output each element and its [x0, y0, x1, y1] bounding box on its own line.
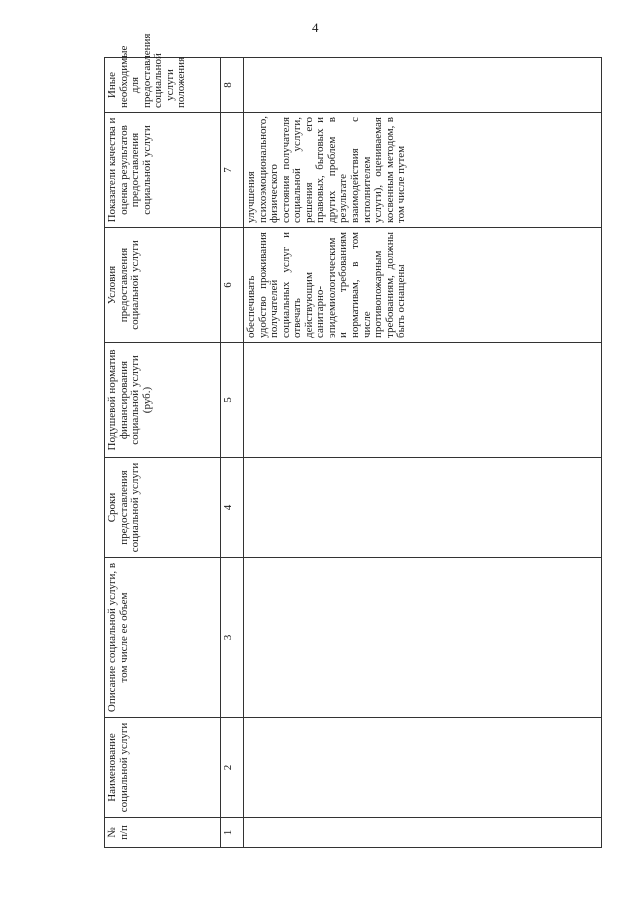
column-number-cell: 1	[220, 818, 243, 848]
row-cell-norm	[244, 343, 602, 458]
header-cell-terms: Сроки предоставления социальной услуги	[105, 458, 221, 558]
header-cell-other: Иные необходимые для предоставления социальной услуги положения	[105, 58, 221, 113]
header-cell-norm: Подушевой норматив финансирования социальной услуги (руб.)	[105, 343, 221, 458]
row-cell-other	[244, 58, 602, 113]
header-cell-number: № п/п	[105, 818, 221, 848]
row-cell-terms	[244, 458, 602, 558]
header-cell-description: Описание социальной услуги, в том числе ее объем	[105, 558, 221, 718]
row-cell-quality: улучшения психоэмоционального, физического состояния получателя социальной услуги, решения его правовых, бытовых и других проблем в результате взаимодействия с исполнителем услуги), оцениваемая косвенным методом, в том числе путем	[244, 113, 602, 228]
header-cell-conditions: Условия предоставления социальной услуги	[105, 228, 221, 343]
column-number-cell: 7	[220, 113, 243, 228]
column-number-cell: 3	[220, 558, 243, 718]
rotated-table-container	[104, 33, 602, 848]
header-cell-quality: Показатели качества и оценка результатов предоставления социальной услуги	[105, 113, 221, 228]
page-number: 4	[312, 20, 319, 35]
table-row	[244, 58, 602, 848]
column-number-cell: 2	[220, 718, 243, 818]
header-cell-name: Наименование социальной услуги	[105, 718, 221, 818]
table-number-row	[220, 58, 243, 848]
column-number-cell: 5	[220, 343, 243, 458]
row-cell-description	[244, 558, 602, 718]
column-number-cell: 6	[220, 228, 243, 343]
column-number-cell: 8	[220, 58, 243, 113]
table-header-row	[105, 58, 221, 848]
row-cell-conditions: обеспечивать удобство проживания получателей социальных услуг и отвечать действующим санитарно-эпидемиологическим и требованиям нормативам, в том числе противопожарным требованиям, должны быть оснащены	[244, 228, 602, 343]
services-table	[104, 33, 602, 848]
row-cell-name	[244, 718, 602, 818]
column-number-cell: 4	[220, 458, 243, 558]
row-cell-number	[244, 818, 602, 848]
